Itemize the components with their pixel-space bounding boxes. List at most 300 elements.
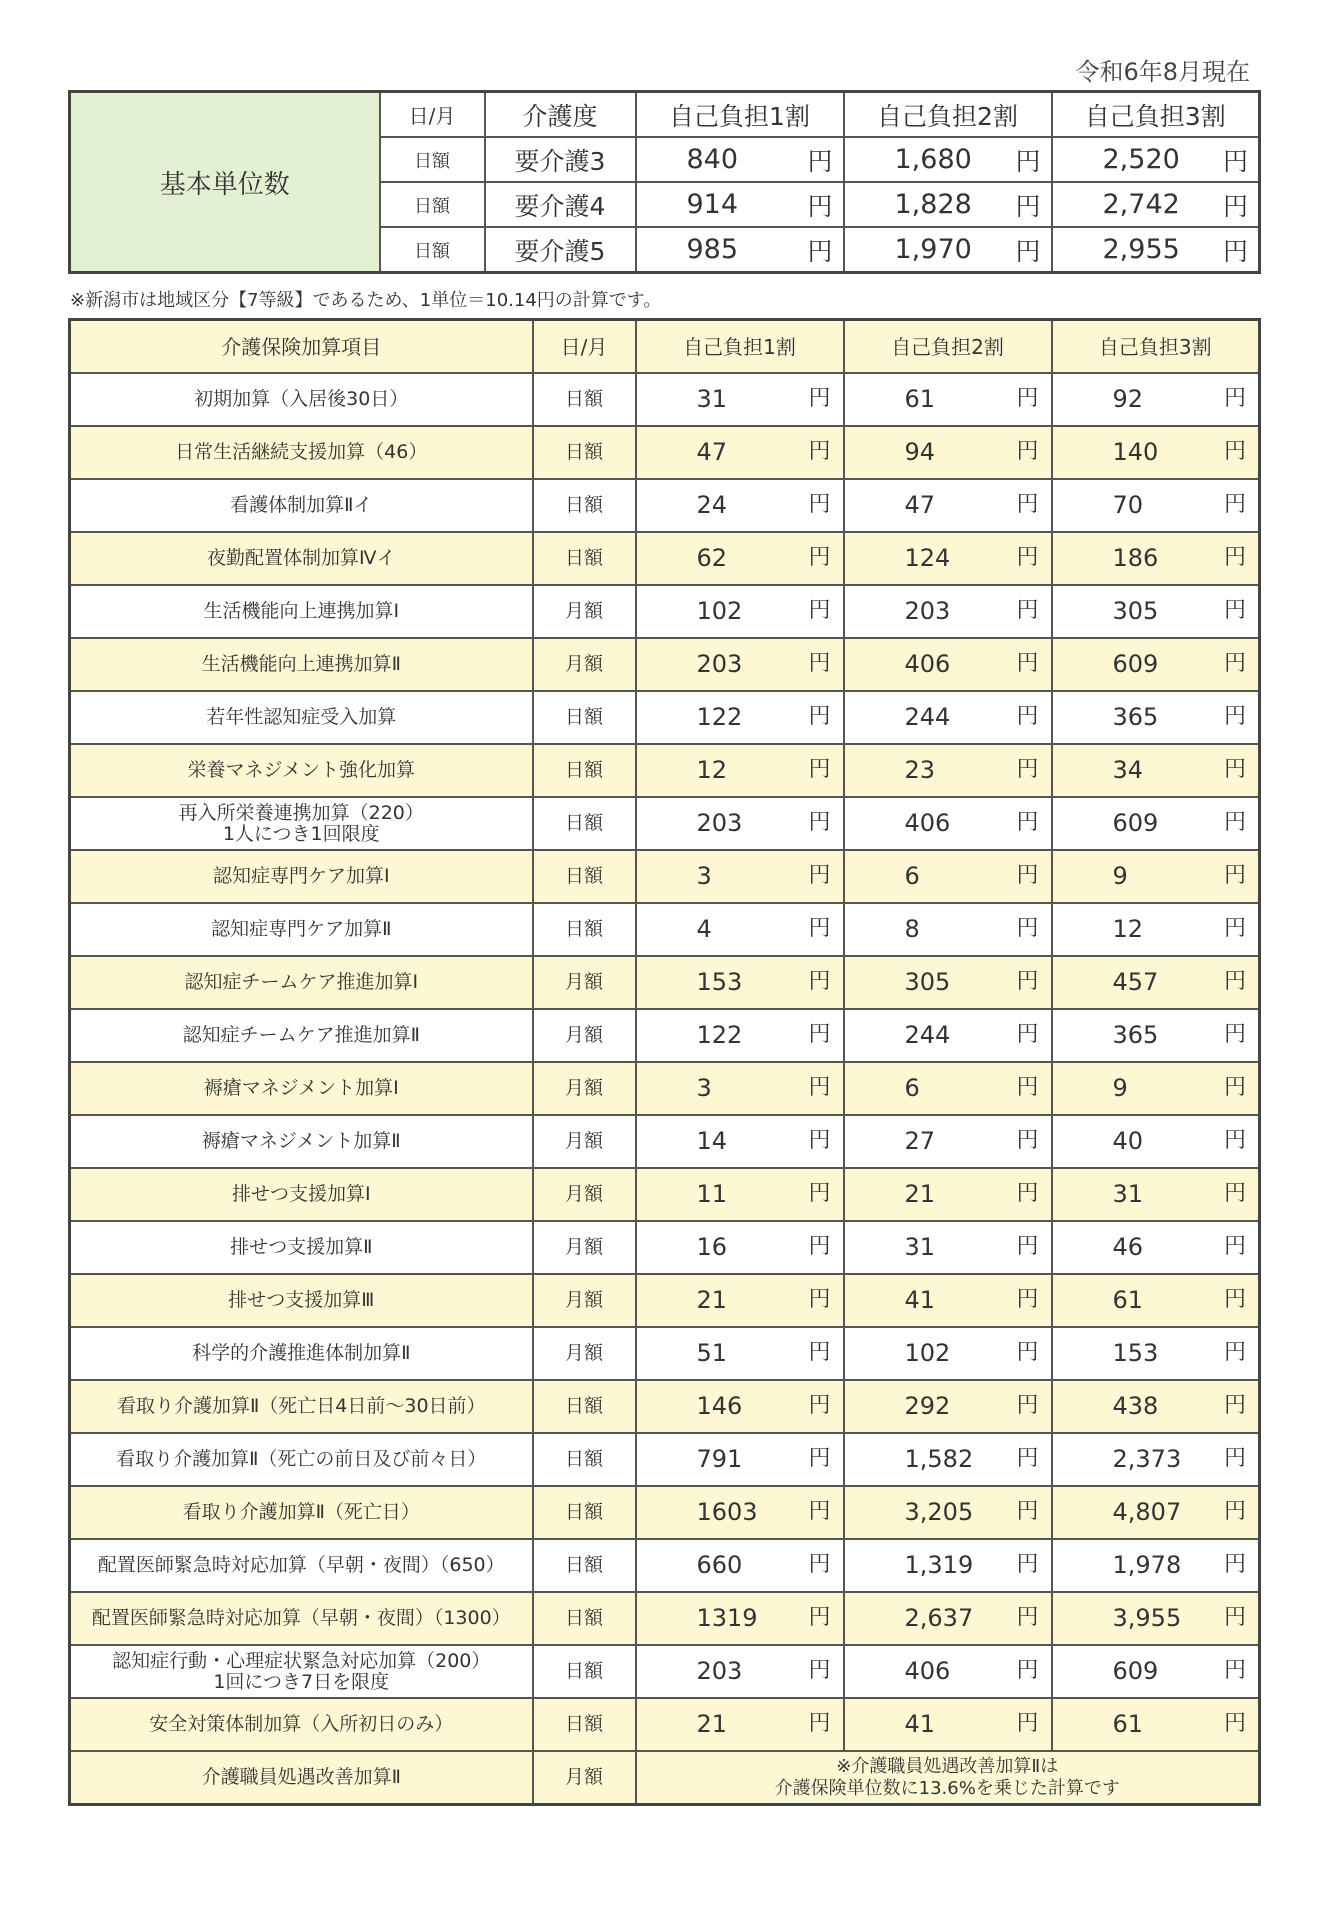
- addition-row: [70, 1486, 1260, 1539]
- addition-unit: 日額: [533, 1645, 636, 1698]
- addition-value: 70: [1112, 491, 1144, 520]
- addition-name-cell: [70, 585, 533, 638]
- addition-cell: [636, 1486, 844, 1539]
- addition-cell: [1052, 1062, 1260, 1115]
- addition-unit: 日額: [533, 532, 636, 585]
- addition-cell: [636, 1433, 844, 1486]
- yen-label: 円: [1016, 1499, 1039, 1525]
- addition-cell: [1052, 850, 1260, 903]
- addition-name-cell: [70, 903, 533, 956]
- addition-name-cell: [70, 479, 533, 532]
- addition-value: 3,205: [904, 1498, 974, 1527]
- addition-cell: [636, 426, 844, 479]
- addition-row: [70, 1274, 1260, 1327]
- yen-label: 円: [1223, 757, 1246, 783]
- addition-cell: [844, 1645, 1052, 1698]
- yen-label: 円: [807, 236, 833, 266]
- addition-value: 438: [1112, 1392, 1159, 1421]
- addition-value: 40: [1112, 1127, 1144, 1156]
- addition-unit: 月額: [533, 1168, 636, 1221]
- addition-name: 看護体制加算Ⅱイ: [230, 494, 373, 517]
- addition-value: 61: [904, 385, 936, 414]
- basic-cell: [636, 227, 844, 273]
- addition-cell: [1052, 1221, 1260, 1274]
- addition-cell: [844, 532, 1052, 585]
- yen-label: 円: [1016, 439, 1039, 465]
- addition-value: 2,373: [1112, 1445, 1182, 1474]
- addition-cell: [844, 691, 1052, 744]
- yen-label: 円: [1015, 146, 1041, 176]
- yen-label: 円: [808, 863, 831, 889]
- addition-value: 203: [696, 809, 743, 838]
- addition-cell: [844, 1698, 1052, 1751]
- addition-value: 11: [696, 1180, 728, 1209]
- addition-name-cell: [70, 638, 533, 691]
- addition-row: [70, 1433, 1260, 1486]
- yen-label: 円: [1015, 236, 1041, 266]
- addition-name: 褥瘡マネジメント加算Ⅰ: [203, 1077, 399, 1100]
- addition-unit: 日額: [533, 797, 636, 850]
- basic-value: 2,955: [1102, 234, 1180, 265]
- addition-unit: 月額: [533, 1274, 636, 1327]
- yen-label: 円: [1016, 492, 1039, 518]
- addition-row: [70, 532, 1260, 585]
- addition-name: 看取り介護加算Ⅱ（死亡日4日前～30日前）: [116, 1395, 486, 1418]
- addition-cell: [844, 903, 1052, 956]
- addition-cell: [844, 1115, 1052, 1168]
- addition-value: 14: [696, 1127, 728, 1156]
- addition-cell: [1052, 638, 1260, 691]
- yen-label: 円: [1016, 1181, 1039, 1207]
- addition-cell: [844, 585, 1052, 638]
- addition-row: [70, 1115, 1260, 1168]
- addition-value: 61: [1112, 1286, 1144, 1315]
- addition-cell: [636, 797, 844, 850]
- yen-label: 円: [808, 1446, 831, 1472]
- addition-row: [70, 1592, 1260, 1645]
- yen-label: 円: [1223, 916, 1246, 942]
- addition-unit: 月額: [533, 1751, 636, 1805]
- addition-value: 4,807: [1112, 1498, 1182, 1527]
- basic-cell: [636, 137, 844, 182]
- yen-label: 円: [1016, 1022, 1039, 1048]
- yen-label: 円: [808, 1022, 831, 1048]
- addition-cell: [1052, 956, 1260, 1009]
- addition-cell: [844, 373, 1052, 426]
- addition-name: 認知症チームケア推進加算Ⅱ: [182, 1024, 420, 1047]
- yen-label: 円: [808, 1658, 831, 1684]
- addition-cell: [844, 1221, 1052, 1274]
- yen-label: 円: [1016, 1393, 1039, 1419]
- addition-name: 認知症専門ケア加算Ⅱ: [211, 918, 392, 941]
- addition-value: 9: [1112, 1074, 1128, 1103]
- yen-label: 円: [1223, 1446, 1246, 1472]
- addition-unit: 月額: [533, 638, 636, 691]
- region-note: ※新潟市は地域区分【7等級】であるため、1単位＝10.14円の計算です。: [70, 290, 662, 311]
- basic-unit: 日額: [380, 137, 485, 182]
- addition-cell: [844, 479, 1052, 532]
- addition-cell: [636, 1168, 844, 1221]
- yen-label: 円: [1015, 191, 1041, 221]
- basic-value: 914: [686, 189, 739, 220]
- yen-label: 円: [1223, 492, 1246, 518]
- addition-name-cell: [70, 956, 533, 1009]
- addition-value: 140: [1112, 438, 1159, 467]
- yen-label: 円: [1016, 598, 1039, 624]
- addition-value: 153: [1112, 1339, 1159, 1368]
- yen-label: 円: [1223, 1340, 1246, 1366]
- addition-value: 61: [1112, 1710, 1144, 1739]
- addition-name: 科学的介護推進体制加算Ⅱ: [192, 1342, 411, 1365]
- addition-unit: 月額: [533, 585, 636, 638]
- addition-cell: [1052, 585, 1260, 638]
- yen-label: 円: [1223, 1499, 1246, 1525]
- addition-row: [70, 956, 1260, 1009]
- addition-name-cell: [70, 1168, 533, 1221]
- addition-name: 認知症行動・心理症状緊急対応加算（200）: [112, 1649, 491, 1672]
- addition-value: 3,955: [1112, 1604, 1182, 1633]
- addition-value: 8: [904, 915, 920, 944]
- basic-care: 要介護4: [485, 182, 636, 227]
- addition-name: 夜勤配置体制加算Ⅳイ: [206, 547, 396, 570]
- addition-unit: 日額: [533, 1698, 636, 1751]
- addition-cell: [1052, 1168, 1260, 1221]
- yen-label: 円: [1016, 1234, 1039, 1260]
- addition-cell: [844, 1009, 1052, 1062]
- additions-header-3: 自己負担3割: [1052, 320, 1260, 374]
- yen-label: 円: [1223, 1393, 1246, 1419]
- addition-cell: [844, 1327, 1052, 1380]
- addition-cell: [636, 956, 844, 1009]
- yen-label: 円: [1016, 969, 1039, 995]
- basic-value: 2,520: [1102, 144, 1180, 175]
- basic-value: 985: [686, 234, 739, 265]
- addition-value: 27: [904, 1127, 936, 1156]
- addition-value: 47: [904, 491, 936, 520]
- addition-value: 47: [696, 438, 728, 467]
- addition-value: 406: [904, 809, 951, 838]
- additions-header-item: 介護保険加算項目: [70, 320, 533, 374]
- addition-cell: [1052, 1592, 1260, 1645]
- addition-value: 660: [696, 1551, 743, 1580]
- addition-cell: [1052, 479, 1260, 532]
- addition-row: [70, 373, 1260, 426]
- addition-value: 791: [696, 1445, 743, 1474]
- basic-value: 1,970: [894, 234, 972, 265]
- addition-name-cell: [70, 797, 533, 850]
- yen-label: 円: [808, 1499, 831, 1525]
- addition-cell: [636, 903, 844, 956]
- addition-cell: [844, 1486, 1052, 1539]
- addition-name: 若年性認知症受入加算: [206, 706, 397, 729]
- addition-value: 1,978: [1112, 1551, 1182, 1580]
- yen-label: 円: [808, 1287, 831, 1313]
- yen-label: 円: [1223, 1552, 1246, 1578]
- addition-cell: [1052, 373, 1260, 426]
- additions-header-row: [70, 320, 1260, 374]
- addition-cell: [636, 1009, 844, 1062]
- addition-value: 31: [1112, 1180, 1144, 1209]
- addition-name-cell: [70, 426, 533, 479]
- yen-label: 円: [808, 598, 831, 624]
- yen-label: 円: [1223, 704, 1246, 730]
- addition-name-cell: [70, 373, 533, 426]
- addition-name: 配置医師緊急時対応加算（早朝・夜間）（650）: [97, 1554, 505, 1577]
- addition-row: [70, 850, 1260, 903]
- addition-cell: [1052, 1698, 1260, 1751]
- yen-label: 円: [1016, 1128, 1039, 1154]
- addition-cell: [844, 1274, 1052, 1327]
- addition-cell: [636, 532, 844, 585]
- addition-name: 生活機能向上連携加算Ⅱ: [201, 653, 401, 676]
- basic-header-unit: 日/月: [380, 92, 485, 138]
- addition-name: 介護職員処遇改善加算Ⅱ: [70, 1751, 533, 1805]
- addition-value: 102: [696, 597, 743, 626]
- yen-label: 円: [808, 1711, 831, 1737]
- addition-value: 122: [696, 703, 743, 732]
- addition-unit: 日額: [533, 426, 636, 479]
- basic-value: 1,828: [894, 189, 972, 220]
- yen-label: 円: [1223, 545, 1246, 571]
- addition-cell: [636, 744, 844, 797]
- addition-name-cell: [70, 1327, 533, 1380]
- addition-cell: [844, 797, 1052, 850]
- addition-cell: [1052, 1433, 1260, 1486]
- addition-value: 23: [904, 756, 936, 785]
- improvement-note-line2: 介護保険単位数に13.6%を乗じた計算です: [774, 1777, 1120, 1799]
- addition-name: 初期加算（入居後30日）: [194, 388, 409, 411]
- yen-label: 円: [808, 545, 831, 571]
- yen-label: 円: [1016, 1605, 1039, 1631]
- addition-row: [70, 638, 1260, 691]
- addition-name-cell: [70, 850, 533, 903]
- addition-name-cell: [70, 691, 533, 744]
- addition-row: [70, 1380, 1260, 1433]
- addition-value: 1603: [696, 1498, 758, 1527]
- addition-name: 排せつ支援加算Ⅲ: [228, 1289, 375, 1312]
- addition-value: 3: [696, 1074, 712, 1103]
- addition-cell: [636, 479, 844, 532]
- addition-cell: [844, 638, 1052, 691]
- addition-cell: [1052, 1645, 1260, 1698]
- addition-unit: 日額: [533, 1380, 636, 1433]
- addition-row: [70, 1221, 1260, 1274]
- addition-row: [70, 1168, 1260, 1221]
- addition-cell: [844, 426, 1052, 479]
- addition-value: 34: [1112, 756, 1144, 785]
- addition-value: 609: [1112, 650, 1159, 679]
- additions-header-2: 自己負担2割: [844, 320, 1052, 374]
- addition-cell: [636, 1221, 844, 1274]
- yen-label: 円: [807, 146, 833, 176]
- addition-name-cell: [70, 1274, 533, 1327]
- yen-label: 円: [1223, 1605, 1246, 1631]
- basic-value: 840: [686, 144, 739, 175]
- addition-unit: 日額: [533, 479, 636, 532]
- basic-value: 1,680: [894, 144, 972, 175]
- addition-value: 457: [1112, 968, 1159, 997]
- addition-cell: [636, 1698, 844, 1751]
- additions-header-1: 自己負担1割: [636, 320, 844, 374]
- addition-name-cell: [70, 1380, 533, 1433]
- addition-unit: 月額: [533, 1221, 636, 1274]
- addition-value: 46: [1112, 1233, 1144, 1262]
- addition-cell: [1052, 1327, 1260, 1380]
- addition-value: 92: [1112, 385, 1144, 414]
- yen-label: 円: [1223, 386, 1246, 412]
- basic-unit: 日額: [380, 182, 485, 227]
- addition-cell: [636, 1380, 844, 1433]
- addition-value: 122: [696, 1021, 743, 1050]
- addition-cell: [1052, 1009, 1260, 1062]
- yen-label: 円: [1016, 916, 1039, 942]
- basic-cell: [1052, 182, 1260, 227]
- addition-name: 安全対策体制加算（入所初日のみ）: [149, 1713, 454, 1736]
- addition-name-cell: [70, 1062, 533, 1115]
- addition-value: 12: [696, 756, 728, 785]
- yen-label: 円: [1016, 1075, 1039, 1101]
- addition-value: 41: [904, 1286, 936, 1315]
- addition-cell: [636, 850, 844, 903]
- yen-label: 円: [808, 651, 831, 677]
- yen-label: 円: [1223, 439, 1246, 465]
- addition-name-cell: [70, 1115, 533, 1168]
- addition-row: [70, 1009, 1260, 1062]
- addition-cell: [844, 1380, 1052, 1433]
- addition-cell: [636, 1115, 844, 1168]
- addition-name: 生活機能向上連携加算Ⅰ: [203, 600, 400, 623]
- addition-value: 1,582: [904, 1445, 974, 1474]
- addition-value: 4: [696, 915, 712, 944]
- addition-unit: 日額: [533, 691, 636, 744]
- addition-name-cell: [70, 1486, 533, 1539]
- basic-units-table: [68, 90, 1261, 274]
- addition-cell: [1052, 1486, 1260, 1539]
- yen-label: 円: [1016, 704, 1039, 730]
- addition-unit: 月額: [533, 1327, 636, 1380]
- yen-label: 円: [1016, 863, 1039, 889]
- addition-value: 609: [1112, 809, 1159, 838]
- addition-value: 244: [904, 1021, 951, 1050]
- improvement-note-line1: ※介護職員処遇改善加算Ⅱは: [836, 1755, 1059, 1777]
- addition-unit: 月額: [533, 956, 636, 1009]
- addition-value: 406: [904, 1657, 951, 1686]
- addition-value: 203: [696, 650, 743, 679]
- addition-name: 再入所栄養連携加算（220）: [178, 801, 424, 824]
- addition-value: 406: [904, 650, 951, 679]
- addition-value: 2,637: [904, 1604, 974, 1633]
- basic-units-label: 基本単位数: [70, 92, 380, 273]
- yen-label: 円: [1016, 757, 1039, 783]
- addition-value: 3: [696, 862, 712, 891]
- addition-value: 365: [1112, 703, 1159, 732]
- yen-label: 円: [1223, 1181, 1246, 1207]
- addition-cell: [1052, 426, 1260, 479]
- addition-unit: 日額: [533, 850, 636, 903]
- basic-header-3: 自己負担3割: [1052, 92, 1260, 138]
- yen-label: 円: [1222, 236, 1248, 266]
- addition-cell: [844, 1433, 1052, 1486]
- addition-name-cell: [70, 744, 533, 797]
- addition-name-cell: [70, 1433, 533, 1486]
- yen-label: 円: [1016, 1552, 1039, 1578]
- addition-unit: 日額: [533, 744, 636, 797]
- addition-value: 1,319: [904, 1551, 974, 1580]
- addition-name: 栄養マネジメント強化加算: [187, 759, 415, 782]
- yen-label: 円: [808, 439, 831, 465]
- yen-label: 円: [808, 916, 831, 942]
- additions-header-unit: 日/月: [533, 320, 636, 374]
- addition-row: [70, 1539, 1260, 1592]
- addition-cell: [1052, 1115, 1260, 1168]
- addition-value: 21: [696, 1286, 728, 1315]
- addition-cell: [844, 744, 1052, 797]
- addition-name: 認知症専門ケア加算Ⅰ: [212, 865, 390, 888]
- addition-value: 102: [904, 1339, 951, 1368]
- addition-value: 305: [1112, 597, 1159, 626]
- yen-label: 円: [807, 191, 833, 221]
- basic-cell: [636, 182, 844, 227]
- basic-cell: [844, 227, 1052, 273]
- addition-name: 認知症チームケア推進加算Ⅰ: [184, 971, 419, 994]
- addition-cell: [636, 1274, 844, 1327]
- yen-label: 円: [1223, 863, 1246, 889]
- addition-cell: [636, 373, 844, 426]
- addition-name-cell: [70, 1698, 533, 1751]
- basic-header-1: 自己負担1割: [636, 92, 844, 138]
- yen-label: 円: [1223, 810, 1246, 836]
- addition-unit: 月額: [533, 1115, 636, 1168]
- addition-value: 24: [696, 491, 728, 520]
- addition-name: 看取り介護加算Ⅱ（死亡日）: [182, 1501, 420, 1524]
- addition-value: 94: [904, 438, 936, 467]
- additions-table: [68, 318, 1261, 1806]
- addition-cell: [844, 1168, 1052, 1221]
- addition-value: 609: [1112, 1657, 1159, 1686]
- yen-label: 円: [1223, 1287, 1246, 1313]
- addition-value: 41: [904, 1710, 936, 1739]
- yen-label: 円: [808, 969, 831, 995]
- addition-value: 305: [904, 968, 951, 997]
- addition-name: 排せつ支援加算Ⅰ: [231, 1183, 371, 1206]
- addition-value: 31: [904, 1233, 936, 1262]
- addition-row: [70, 903, 1260, 956]
- addition-value: 31: [696, 385, 728, 414]
- date-label: 令和6年8月現在: [1075, 58, 1250, 86]
- addition-row: [70, 691, 1260, 744]
- addition-cell: [1052, 1380, 1260, 1433]
- addition-cell: [1052, 797, 1260, 850]
- yen-label: 円: [1016, 651, 1039, 677]
- addition-cell: [636, 1327, 844, 1380]
- addition-value: 244: [904, 703, 951, 732]
- addition-row: [70, 426, 1260, 479]
- addition-cell: [636, 585, 844, 638]
- yen-label: 円: [1222, 191, 1248, 221]
- yen-label: 円: [808, 757, 831, 783]
- addition-value: 203: [696, 1657, 743, 1686]
- yen-label: 円: [808, 1552, 831, 1578]
- addition-row: [70, 1062, 1260, 1115]
- addition-cell: [1052, 903, 1260, 956]
- yen-label: 円: [808, 704, 831, 730]
- yen-label: 円: [808, 810, 831, 836]
- addition-name-cell: [70, 1009, 533, 1062]
- addition-name-cell: [70, 1592, 533, 1645]
- yen-label: 円: [1223, 1234, 1246, 1260]
- addition-value: 153: [696, 968, 743, 997]
- addition-value: 365: [1112, 1021, 1159, 1050]
